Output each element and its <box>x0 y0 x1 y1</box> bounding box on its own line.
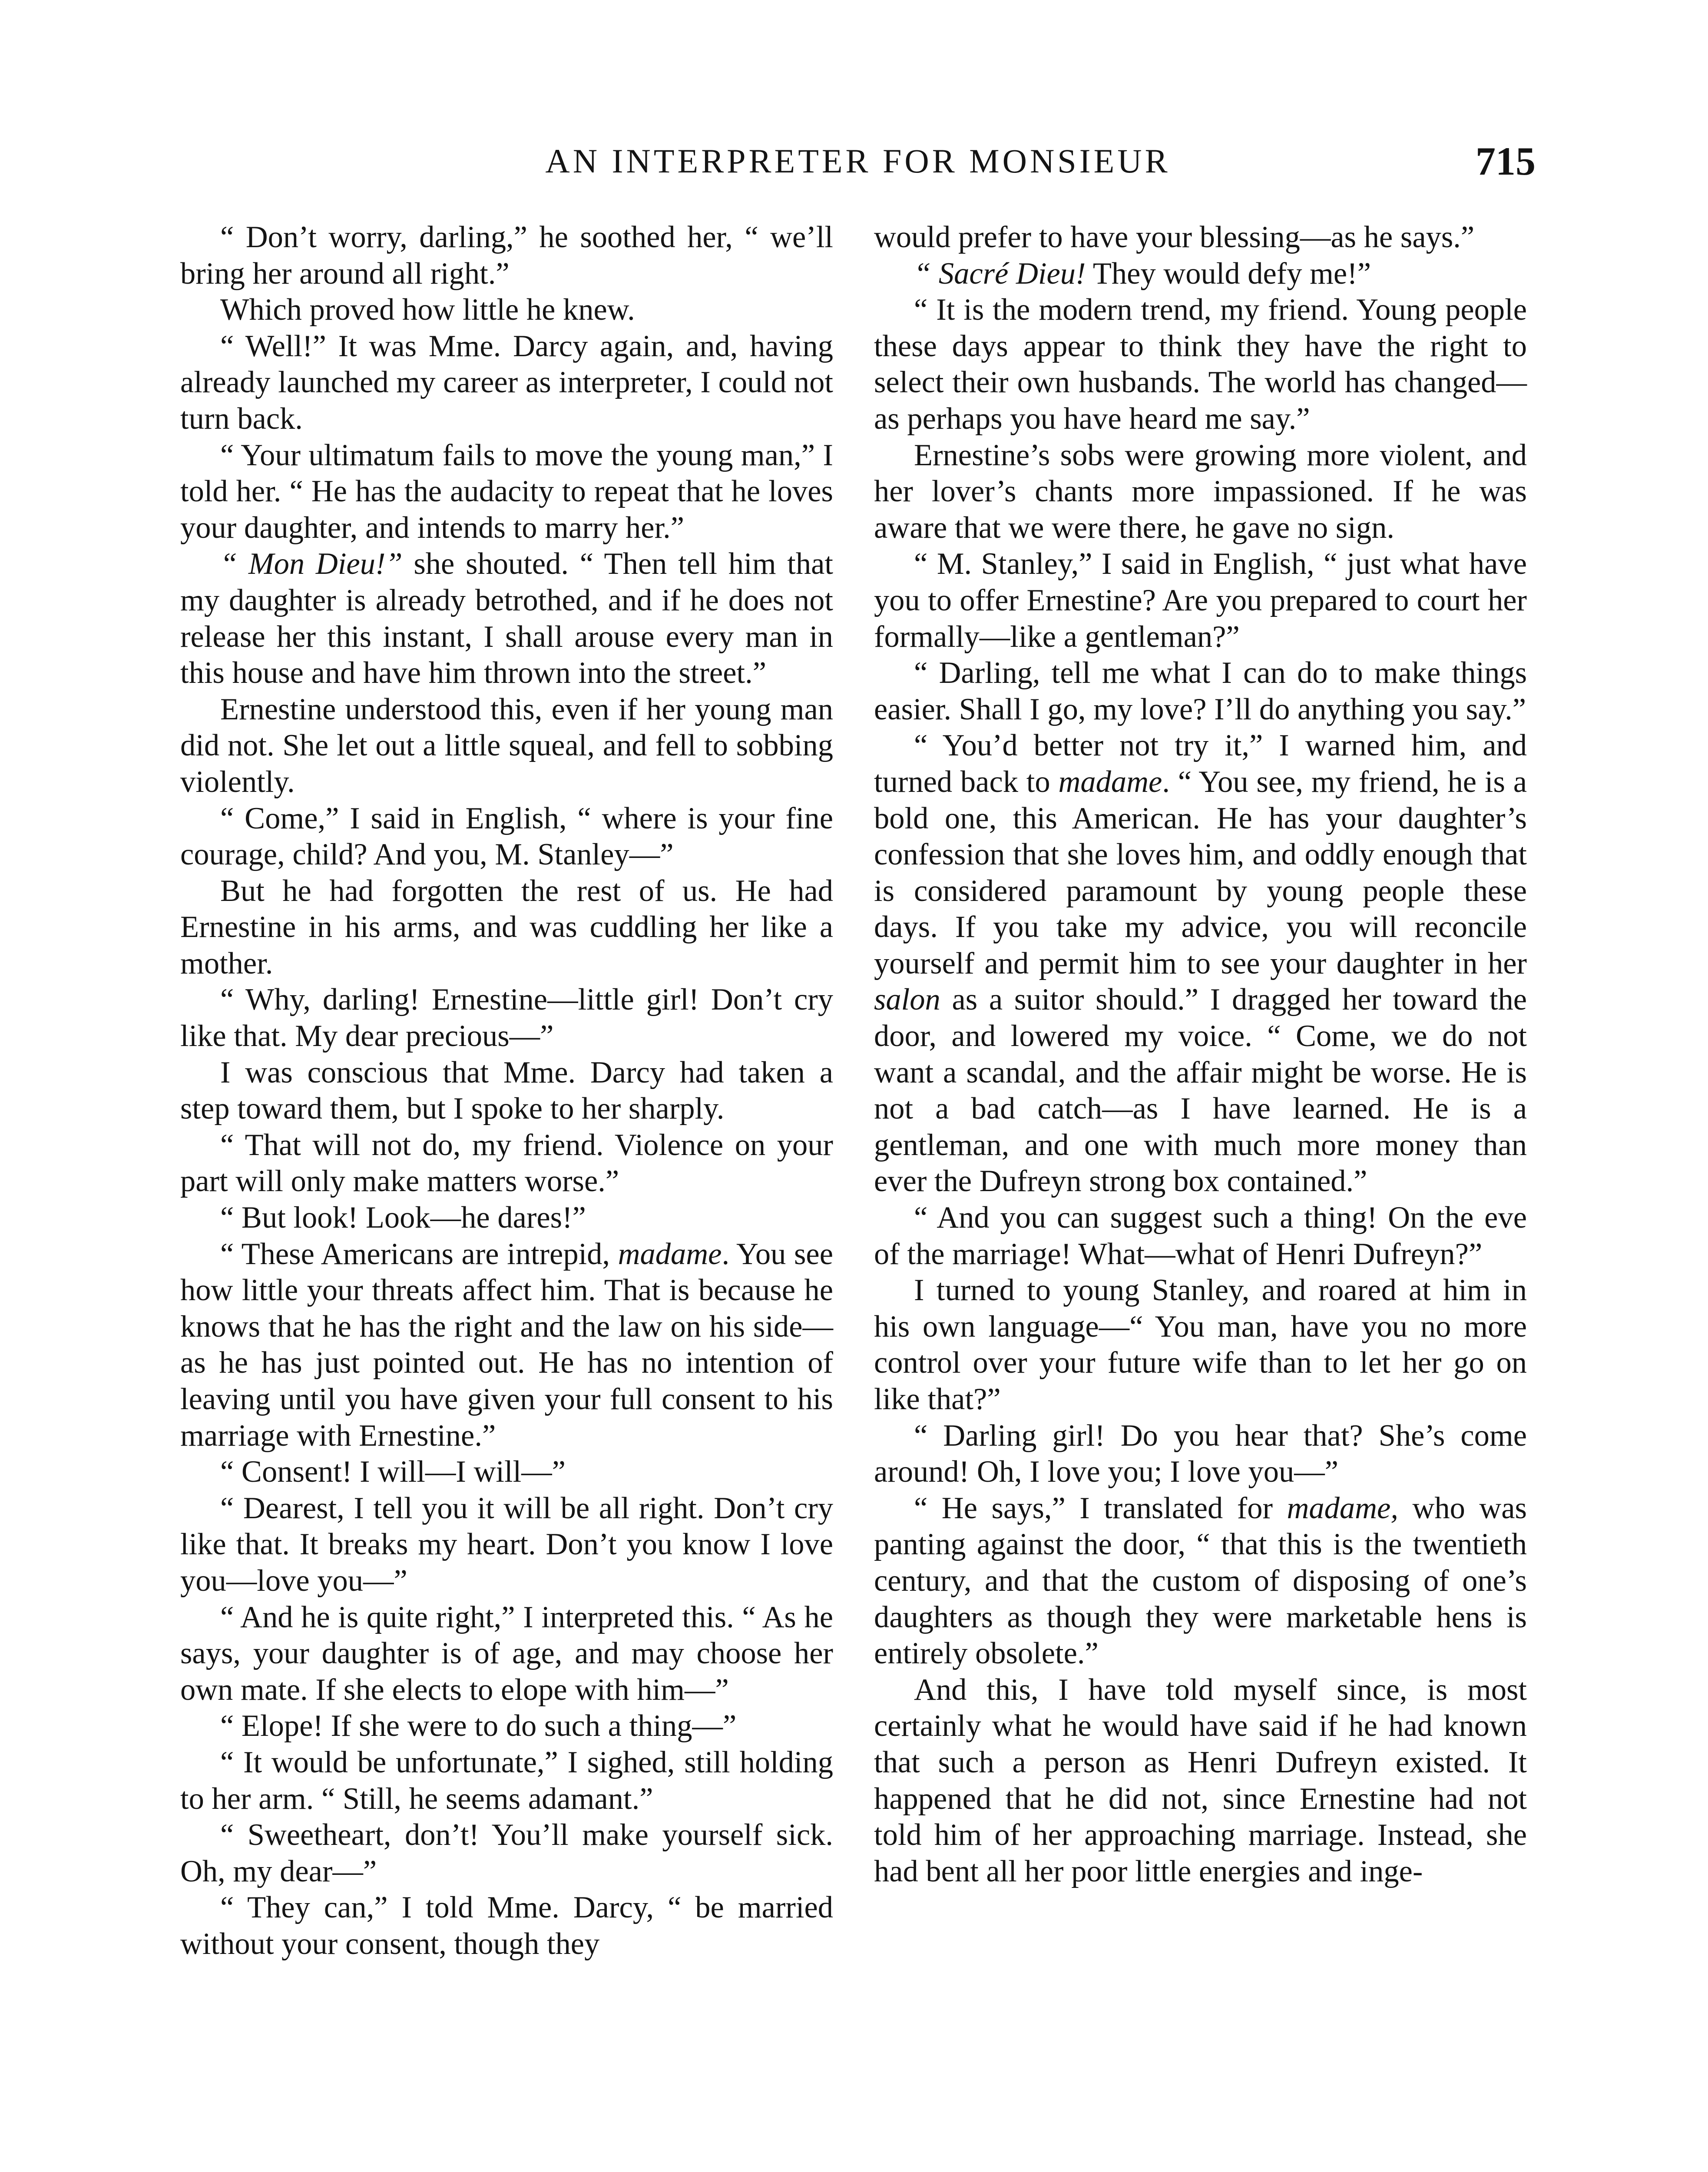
paragraph <box>180 1200 833 1236</box>
text-run: “ Why, darling! Ernestine—little girl! Don’t cry like that. My dear precious—” <box>180 983 833 1053</box>
paragraph <box>180 1745 833 1817</box>
italic-text-run: madame, <box>1287 1491 1398 1525</box>
running-title: AN INTERPRETER FOR MONSIEUR <box>545 142 1171 180</box>
italic-text-run: “ Mon Dieu!” <box>220 547 403 581</box>
paragraph <box>180 1055 833 1127</box>
text-run: Ernestine understood this, even if her young man did not. She let out a little squeal, and fell to sobbing violently. <box>180 692 833 799</box>
paragraph <box>180 1127 833 1200</box>
paragraph <box>180 801 833 873</box>
paragraph <box>180 546 833 691</box>
paragraph <box>874 1490 1527 1672</box>
text-run: “ Don’t worry, darling,” he soothed her, “ we’ll bring her around all right.” <box>180 220 833 291</box>
paragraph <box>874 292 1527 437</box>
text-run: “ It is the modern trend, my friend. Young people these days appear to think they have the right to select their own husbands. The world has changed—as perhaps you have heard me say.” <box>874 293 1527 436</box>
text-run: “ Darling girl! Do you hear that? She’s come around! Oh, I love you; I love you—” <box>874 1418 1527 1489</box>
text-run: I turned to young Stanley, and roared at him in his own language—“ You man, have you no more control over your future wife than to let her go on like that?” <box>874 1273 1527 1416</box>
text-run: “ You’d better not try it,” I warned him, and turned back to <box>874 728 1527 799</box>
paragraph <box>180 1890 833 1962</box>
page-number: 715 <box>1476 139 1536 183</box>
paragraph <box>180 1490 833 1599</box>
paragraph <box>180 982 833 1054</box>
text-run: “ Come,” I said in English, “ where is your fine courage, child? And you, M. Stanley—” <box>180 801 833 872</box>
paragraph <box>180 1454 833 1490</box>
text-run: “ And you can suggest such a thing! On the eve of the marriage! What—what of Henri Dufreyn?” <box>874 1201 1527 1271</box>
text-run: “ But look! Look—he dares!” <box>220 1201 586 1235</box>
paragraph <box>180 328 833 437</box>
text-run: And this, I have told myself since, is most certainly what he would have said if he had known that such a person as Henri Dufreyn existed. It happened that he did not, since Ernestine had not told him of her approaching marriage. Instead, she had bent all her poor little energies and inge- <box>874 1672 1527 1888</box>
text-run: would prefer to have your blessing—as he says.” <box>874 220 1475 254</box>
paragraph <box>180 692 833 801</box>
text-run: “ They can,” I told Mme. Darcy, “ be married without your consent, though they <box>180 1891 833 1961</box>
text-run: Ernestine’s sobs were growing more violent, and her lover’s chants more impassioned. If he was aware that we were there, he gave no sign. <box>874 438 1527 545</box>
paragraph <box>874 1272 1527 1417</box>
paragraph <box>874 437 1527 546</box>
paragraph <box>874 546 1527 655</box>
italic-text-run: madame <box>618 1237 722 1271</box>
text-run: “ Well!” It was Mme. Darcy again, and, having already launched my career as interpreter, I could not turn back. <box>180 329 833 436</box>
text-run: But he had forgotten the rest of us. He had Ernestine in his arms, and was cuddling her like a mother. <box>180 874 833 980</box>
italic-text-run: “ Sacré Dieu! <box>914 256 1086 291</box>
text-run: “ He says,” I translated for <box>914 1491 1287 1525</box>
text-run: “ M. Stanley,” I said in English, “ just what have you to offer Ernestine? Are you prepared to court her formally—like a gentleman?” <box>874 547 1527 654</box>
paragraph <box>180 1817 833 1890</box>
text-run: “ It would be unfortunate,” I sighed, still holding to her arm. “ Still, he seems adamant.” <box>180 1745 833 1816</box>
paragraph <box>180 219 833 292</box>
text-run: as a suitor should.” I dragged her toward the door, and lowered my voice. “ Come, we do not want a scandal, and the affair might be worse. He is not a bad catch—as I have learned. He is a gentleman, and one with much more money than ever the Dufreyn strong box contained.” <box>874 983 1527 1199</box>
text-run: I was conscious that Mme. Darcy had taken a step toward them, but I spoke to her sharply. <box>180 1055 833 1126</box>
text-run: “ That will not do, my friend. Violence on your part will only make matters worse.” <box>180 1128 833 1199</box>
right-text-column <box>874 219 1527 1890</box>
paragraph <box>180 1236 833 1454</box>
text-run: “ Darling, tell me what I can do to make things easier. Shall I go, my love? I’ll do anything you say.” <box>874 656 1527 726</box>
paragraph <box>874 1672 1527 1890</box>
text-run: “ And he is quite right,” I interpreted this. “ As he says, your daughter is of age, and may choose her own mate. If she elects to elope with him—” <box>180 1600 833 1707</box>
paragraph <box>874 728 1527 1200</box>
paragraph <box>874 256 1527 292</box>
paragraph <box>180 437 833 546</box>
text-run: . “ You see, my friend, he is a bold one, this American. He has your daughter’s confession that she loves him, and oddly enough that is considered paramount by young people these days. If you take my advice, you will reconcile yourself and permit him to see your daughter in her <box>874 765 1527 980</box>
paragraph <box>874 655 1527 728</box>
paragraph <box>874 219 1527 256</box>
text-run: “ Dearest, I tell you it will be all right. Don’t cry like that. It breaks my heart. Don’t you know I love you—love you—” <box>180 1491 833 1598</box>
text-run: “ Your ultimatum fails to move the young man,” I told her. “ He has the audacity to repeat that he loves your daughter, and intends to marry her.” <box>180 438 833 545</box>
paragraph <box>874 1200 1527 1272</box>
text-run: They would defy me!” <box>1086 256 1371 291</box>
text-run: “ Elope! If she were to do such a thing—” <box>220 1709 737 1743</box>
text-run: . You see how little your threats affect him. That is because he knows that he has the right and the law on his side—as he has just pointed out. He has no intention of leaving until you have given your full consent to his marriage with Ernestine.” <box>180 1237 833 1453</box>
left-text-column <box>180 219 833 1963</box>
page-header <box>180 138 1536 190</box>
italic-text-run: madame <box>1058 765 1162 799</box>
text-run: who was panting against the door, “ that this is the twentieth century, and that the custom of disposing of one’s daughters as though they were marketable hens is entirely obsolete.” <box>874 1491 1527 1671</box>
paragraph <box>874 1418 1527 1490</box>
text-run: “ Consent! I will—I will—” <box>220 1455 566 1489</box>
text-run: Which proved how little he knew. <box>220 293 635 327</box>
paragraph <box>180 1708 833 1745</box>
paragraph <box>180 873 833 982</box>
paragraph <box>180 292 833 328</box>
italic-text-run: salon <box>874 983 940 1017</box>
text-run: she shouted. “ Then tell him that my daughter is already betrothed, and if he does not release her this instant, I shall arouse every man in this house and have him thrown into the street.” <box>180 547 834 690</box>
paragraph <box>180 1599 833 1708</box>
text-run: “ These Americans are intrepid, <box>220 1237 618 1271</box>
text-run: “ Sweetheart, don’t! You’ll make yourself sick. Oh, my dear—” <box>180 1818 833 1888</box>
